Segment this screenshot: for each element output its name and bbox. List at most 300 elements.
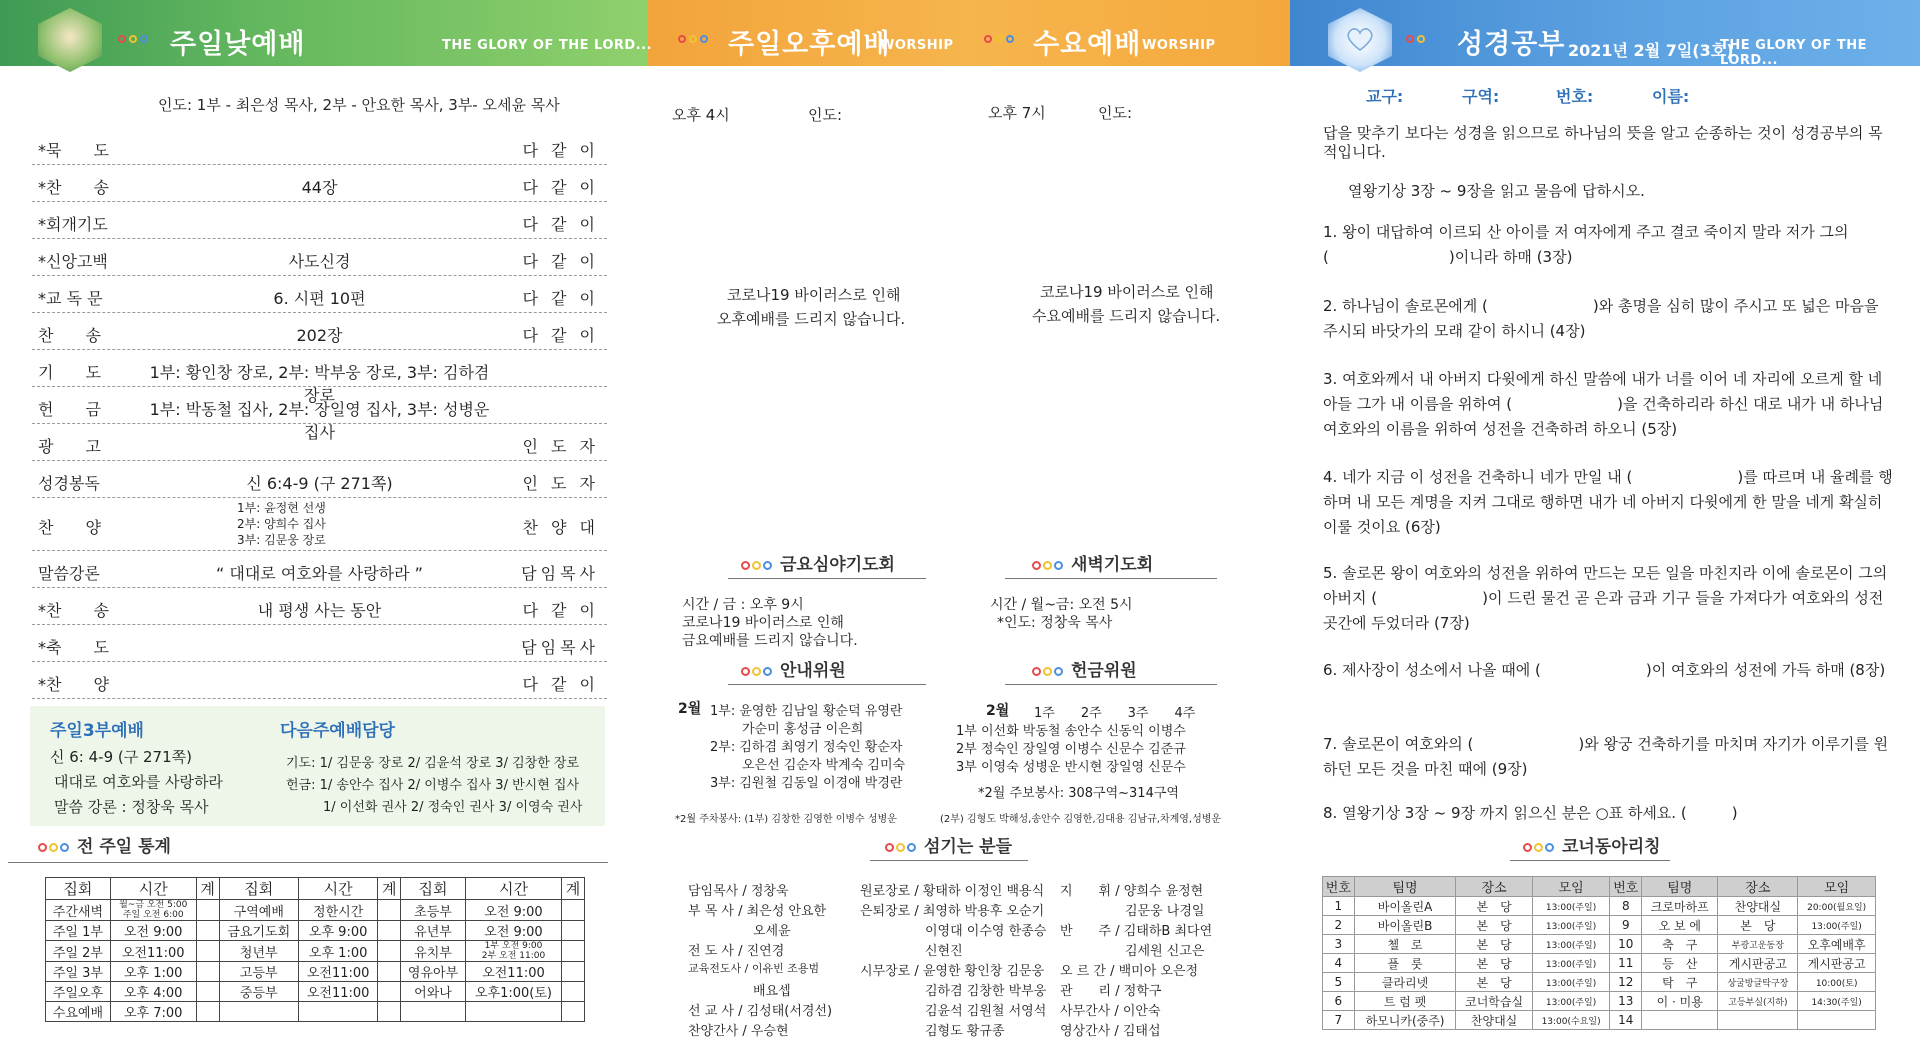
subtitle-worship: WORSHIP: [1142, 38, 1216, 53]
club-row: [1323, 954, 1876, 973]
order-item: 광 고: [38, 437, 101, 456]
title-sunday-afternoon: 주일오후예배: [728, 29, 891, 60]
stats-cell: [378, 921, 401, 941]
club-cell: 부광고운동장: [1718, 935, 1798, 954]
club-header-cell: 번호: [1323, 877, 1355, 897]
stats-cell: 구역예배: [219, 900, 299, 921]
stats-cell: 어와나: [401, 982, 466, 1002]
order-by: 다 같 이: [522, 178, 599, 197]
stats-cell: 초등부: [401, 900, 466, 921]
order-item: *축 도: [38, 638, 109, 657]
order-item: *회개기도: [38, 215, 108, 234]
subtitle-worship: WORSHIP: [880, 38, 954, 53]
order-item: 성경봉독: [38, 474, 100, 493]
stats-cell: [299, 1002, 378, 1022]
club-header-cell: 모임: [1798, 877, 1876, 897]
ushers-line: 가순미 홍성금 이은희: [742, 722, 864, 737]
bible-study-date: 2021년 2월 7일(3호): [1568, 41, 1734, 60]
club-cell: 13:00(주일): [1532, 916, 1610, 935]
servant-line: 전 도 사 / 진연경: [688, 944, 785, 959]
stats-cell: 청년부: [219, 941, 299, 962]
stats-cell: [378, 941, 401, 962]
order-item: *찬 송: [38, 601, 109, 620]
club-header-cell: 팀명: [1642, 877, 1718, 897]
stats-cell: 오후 1:00: [110, 962, 196, 982]
stats-cell: 주간새벽: [46, 900, 111, 921]
stats-cell: [378, 1002, 401, 1022]
club-cell: 20:00(월요일): [1798, 897, 1876, 916]
order-content: 6. 시편 10편: [273, 289, 366, 308]
order-by: 인 도 자: [522, 437, 599, 456]
servant-line: 김문웅 나경일: [1060, 904, 1205, 919]
title-sunday-morning: 주일낮예배: [170, 29, 306, 60]
order-item: 찬 송: [38, 326, 101, 345]
stats-header-cell: 집회: [219, 878, 299, 900]
stats-header-cell: 시간: [110, 878, 196, 900]
order-row: [32, 551, 607, 588]
stats-cell: 월~금 오전 5:00 주일 오전 6:00: [110, 900, 196, 921]
dawn-title: 새벽기도회: [1032, 550, 1153, 575]
next-week-line: 1/ 이선화 권사 2/ 정숙인 권사 3/ 이영숙 권사: [323, 800, 583, 815]
club-cell: 하모니카(중주): [1354, 1011, 1456, 1030]
club-cell: 13: [1610, 992, 1642, 1011]
order-by: 다 같 이: [522, 326, 599, 345]
stats-cell: 오전11:00: [299, 962, 378, 982]
stats-cell: 주일 2부: [46, 941, 111, 962]
order-row-praise: [32, 498, 607, 551]
stats-cell: [401, 1002, 466, 1022]
club-cell: 10:00(토): [1798, 973, 1876, 992]
wednesday-leader: 인도:: [1098, 104, 1133, 122]
order-of-service: [32, 128, 607, 699]
club-cell: 본 당: [1456, 973, 1532, 992]
bible-question: 7. 솔로몬이 여호와의 ( )와 왕궁 건축하기를 마치며 자기가 이루기를 원하던 모든 것을 마친 때에 (9장): [1323, 735, 1889, 778]
club-cell: 오 보 에: [1642, 916, 1718, 935]
divider: [870, 860, 1028, 861]
club-cell: 5: [1323, 973, 1355, 992]
stats-cell: 오후1:00(토): [465, 982, 561, 1002]
bible-question: 5. 솔로몬 왕이 여호와의 성전을 위하여 만드는 모든 일을 마친지라 이에 솔로몬이 그의 아버지 ( )이 드린 물건 곧 은과 금과 기구 들을 가져다가 여호와의 성전 곳간에 두었더라 (7장): [1323, 564, 1888, 632]
club-row: [1323, 897, 1876, 916]
order-row: [32, 424, 607, 461]
club-cell: 10: [1610, 935, 1642, 954]
divider: [1005, 578, 1217, 579]
order-by: 찬 양 대: [522, 518, 599, 537]
servant-line: 선 교 사 / 김성태(서경선): [688, 1004, 833, 1019]
third-service-line: 신 6: 4-9 (구 271쪽): [50, 748, 192, 766]
club-cell: [1642, 1011, 1718, 1030]
club-cell: 본 당: [1456, 916, 1532, 935]
servants-title: 섬기는 분들: [885, 832, 1012, 857]
order-row: [32, 625, 607, 662]
stats-header-cell: 계: [196, 878, 219, 900]
club-cell: 13:00(주일): [1798, 916, 1876, 935]
club-cell: 11: [1610, 954, 1642, 973]
stats-cell: 영유아부: [401, 962, 466, 982]
stats-cell: 고등부: [219, 962, 299, 982]
order-content: 1부: 박동철 집사, 2부: 장일영 집사, 3부: 성병운 집사: [149, 400, 490, 442]
club-cell: 오후예배후: [1798, 935, 1876, 954]
friday-line: 금요예배를 드리지 않습니다.: [682, 633, 858, 649]
stats-cell: [196, 900, 219, 921]
servant-line: 김하겸 김창한 박부웅: [860, 984, 1047, 999]
stats-cell: 오전 9:00: [110, 921, 196, 941]
order-by: 다 같 이: [522, 141, 599, 160]
club-cell: 3: [1323, 935, 1355, 954]
dots-icon: [984, 35, 1014, 43]
offering-cleaning: *2월 주보봉사: 308구역~314구역: [978, 786, 1179, 801]
dawn-line: 시간 / 월~금: 오전 5시: [990, 597, 1133, 613]
servant-line: 지 휘 / 양희수 윤정현: [1060, 884, 1204, 899]
order-row: [32, 387, 607, 442]
divider: [1005, 684, 1217, 685]
servant-line: 시무장로 / 윤영한 황인창 김문웅: [860, 964, 1045, 979]
club-cell: 13:00(수요일): [1532, 1011, 1610, 1030]
dots-icon: [678, 35, 708, 43]
stats-title: 전 주일 통계: [38, 832, 171, 857]
order-item: 헌 금: [38, 400, 101, 419]
stats-cell: [378, 982, 401, 1002]
club-cell: 바이올린B: [1354, 916, 1456, 935]
club-cell: 1: [1323, 897, 1355, 916]
order-by: 인 도 자: [522, 474, 599, 493]
stats-cell: [219, 1002, 299, 1022]
stats-cell: 오전11:00: [110, 941, 196, 962]
servant-line: 김윤석 김원철 서영석: [860, 1004, 1047, 1019]
club-cell: 8: [1610, 897, 1642, 916]
bible-question: 8. 열왕기상 3장 ~ 9장 까지 읽으신 분은 ○표 하세요. ( ): [1323, 804, 1738, 822]
subtitle-glory: THE GLORY OF THE LORD...: [1720, 38, 1868, 68]
club-cell: 고등부실(지하): [1718, 992, 1798, 1011]
ushers-title: 안내위원: [741, 656, 846, 681]
title-bible-study: 성경공부: [1457, 29, 1566, 60]
student-field-label: 교구:: [1366, 87, 1404, 106]
servant-line: 반 주 / 김태하B 최다연: [1060, 924, 1213, 939]
stats-cell: [196, 962, 219, 982]
stats-cell: 주일오후: [46, 982, 111, 1002]
order-item: *묵 도: [38, 141, 109, 160]
stats-row: [46, 1002, 585, 1022]
stats-cell: 정한시간: [299, 900, 378, 921]
order-row: [32, 313, 607, 350]
order-content: 202장: [296, 326, 343, 345]
stats-cell: [562, 941, 585, 962]
friday-title: 금요심야기도회: [741, 550, 895, 575]
praise-line: 3부: 김문웅 장로: [237, 533, 326, 547]
club-cell: 9: [1610, 916, 1642, 935]
dots-icon: [118, 35, 148, 43]
club-cell: 12: [1610, 973, 1642, 992]
stats-header-cell: 계: [562, 878, 585, 900]
stats-header-cell: 시간: [299, 878, 378, 900]
offering-line: 2부 정숙인 장일영 이병수 신문수 김준규: [956, 742, 1186, 757]
club-cell: 첼 로: [1354, 935, 1456, 954]
offering-line: 1부 이선화 박동철 송안수 신동익 이병수: [956, 724, 1186, 739]
stats-cell: [196, 941, 219, 962]
stats-row: [46, 962, 585, 982]
order-item: *신앙고백: [38, 252, 108, 271]
club-row: [1323, 973, 1876, 992]
order-row: [32, 202, 607, 239]
club-cell: 클라리넷: [1354, 973, 1456, 992]
club-cell: 본 당: [1456, 935, 1532, 954]
next-week-line: 헌금: 1/ 송안수 집사 2/ 이병수 집사 3/ 반시현 집사: [286, 778, 580, 793]
bible-question: 4. 네가 지금 이 성전을 건축하니 네가 만일 내 ( )를 따르며 내 율례를 행하며 내 모든 계명을 지켜 그대로 행하면 내가 네 아버지 다윗에게 한 말을 네게 확실히 이룰 것이요 (6장): [1323, 468, 1893, 536]
club-cell: 바이올린A: [1354, 897, 1456, 916]
stats-cell: [196, 921, 219, 941]
stats-header-cell: 시간: [465, 878, 561, 900]
next-week-title: 다음주예배담당: [280, 721, 395, 741]
stats-cell: [465, 1002, 561, 1022]
offering-weeks: 1주 2주 3주 4주: [1034, 706, 1196, 721]
wednesday-notice: 코로나19 바이러스로 인해: [1040, 283, 1214, 301]
stats-cell: 유치부: [401, 941, 466, 962]
servant-line: 이영대 이수영 한종승: [860, 924, 1047, 939]
club-cell: 탁 구: [1642, 973, 1718, 992]
dawn-line: *인도: 정창욱 목사: [997, 615, 1113, 631]
stats-cell: [562, 982, 585, 1002]
third-service-line: 말씀 강론 : 정창욱 목사: [54, 798, 209, 816]
club-cell: 본 당: [1456, 897, 1532, 916]
stats-cell: 오전11:00: [299, 982, 378, 1002]
afternoon-time: 오후 4시: [672, 106, 730, 124]
servant-line: 교육전도사 / 이유빈 조용범: [688, 962, 820, 975]
stats-cell: 오전11:00: [465, 962, 561, 982]
servant-line: 찬양간사 / 우승현: [688, 1024, 789, 1039]
club-cell: 13:00(주일): [1532, 973, 1610, 992]
club-cell: 13:00(주일): [1532, 954, 1610, 973]
stats-cell: 유년부: [401, 921, 466, 941]
stats-cell: 수요예배: [46, 1002, 111, 1022]
servant-line: 오 르 간 / 백미아 오은정: [1060, 964, 1199, 979]
order-item: 기 도: [38, 363, 101, 382]
parking-service-right: (2부) 김형도 박해성,송안수 김영한,김대용 김남규,차계영,성병운: [940, 814, 1222, 825]
stats-cell: 오전 9:00: [465, 921, 561, 941]
title-wednesday: 수요예배: [1033, 29, 1142, 60]
club-cell: 6: [1323, 992, 1355, 1011]
club-header-cell: 장소: [1456, 877, 1532, 897]
club-cell: 찬양대실: [1456, 1011, 1532, 1030]
ushers-line: 오은선 김순자 박계숙 김미숙: [742, 758, 906, 773]
servant-line: 김세원 신고은: [1060, 944, 1205, 959]
offering-line: 3부 이영숙 성병운 반시현 장일영 신문수: [956, 760, 1186, 775]
club-cell: 13:00(주일): [1532, 935, 1610, 954]
club-row: [1323, 916, 1876, 935]
servant-line: 오세윤: [688, 924, 791, 939]
order-content: 사도신경: [288, 252, 351, 271]
order-content: 내 평생 사는 동안: [257, 601, 382, 620]
order-by: 다 같 이: [522, 215, 599, 234]
stats-cell: [378, 900, 401, 921]
club-cell: 플 룻: [1354, 954, 1456, 973]
club-cell: 13:00(주일): [1532, 897, 1610, 916]
dots-icon: [1406, 35, 1436, 43]
club-cell: 게시판공고: [1718, 954, 1798, 973]
servant-line: 영상간사 / 김태섭: [1060, 1024, 1161, 1039]
servant-line: 담임목사 / 정창욱: [688, 884, 789, 899]
stats-cell: 중등부: [219, 982, 299, 1002]
club-cell: 등 산: [1642, 954, 1718, 973]
bible-question: 2. 하나님이 솔로몬에게 ( )와 총명을 심히 많이 주시고 또 넓은 마음을 주시되 바닷가의 모래 같이 하시니 (4장): [1323, 297, 1879, 340]
order-by: 다 같 이: [522, 252, 599, 271]
stats-header-cell: 집회: [401, 878, 466, 900]
club-cell: 축 구: [1642, 935, 1718, 954]
order-by: 담임목사: [521, 638, 599, 657]
club-header-cell: 모임: [1532, 877, 1610, 897]
order-row: [32, 588, 607, 625]
order-row: [32, 276, 607, 313]
stats-row: [46, 900, 585, 921]
club-cell: 본 당: [1456, 954, 1532, 973]
stats-cell: 오후 1:00: [299, 941, 378, 962]
friday-line: 코로나19 바이러스로 인해: [682, 615, 844, 631]
club-cell: 게시판공고: [1798, 954, 1876, 973]
order-row: [32, 350, 607, 405]
bible-question: 6. 제사장이 성소에서 나올 때에 ( )이 여호와의 성전에 가득 하매 (8장): [1323, 661, 1886, 679]
order-row: [32, 461, 607, 498]
order-content: 신 6:4-9 (구 271쪽): [246, 474, 393, 493]
servant-line: 은퇴장로 / 최영하 박용후 오순기: [860, 904, 1045, 919]
student-field-label: 구역:: [1462, 87, 1500, 106]
club-header-cell: 번호: [1610, 877, 1642, 897]
order-content: 1부: 황인창 장로, 2부: 박부웅 장로, 3부: 김하겸 장로: [149, 363, 490, 405]
order-row: [32, 662, 607, 699]
student-field-label: 번호:: [1556, 87, 1594, 106]
divider: [728, 684, 926, 685]
club-header-row: [1323, 877, 1876, 897]
heart-icon: [1346, 26, 1374, 52]
bible-question: 3. 여호와께서 내 아버지 다윗에게 하신 말씀에 내가 너를 이어 네 자리에 오르게 할 네 아들 그가 내 이름을 위하여 ( )을 건축하리라 하신 대로 내가 내 하나님 여호와의 이름을 위하여 성전을 건축하려 하오니 (5장): [1323, 370, 1884, 438]
order-item: 말씀강론: [38, 564, 100, 583]
club-cell: 4: [1323, 954, 1355, 973]
stats-cell: [562, 962, 585, 982]
club-cell: 크로마하프: [1642, 897, 1718, 916]
afternoon-leader: 인도:: [808, 106, 843, 124]
morning-leaders: 인도: 1부 - 최은성 목사, 2부 - 안요한 목사, 3부- 오세윤 목사: [158, 96, 560, 114]
stats-cell: [378, 962, 401, 982]
praise-line: 2부: 양희수 집사: [237, 517, 326, 531]
afternoon-notice: 코로나19 바이러스로 인해: [727, 286, 901, 304]
divider: [1510, 860, 1670, 861]
wednesday-time: 오후 7시: [988, 104, 1046, 122]
club-row: [1323, 1011, 1876, 1030]
ushers-month: 2월: [678, 701, 702, 717]
club-cell: [1718, 1011, 1798, 1030]
servant-line: 부 목 사 / 최은성 안요한: [688, 904, 827, 919]
order-item: *교 독 문: [38, 289, 103, 308]
praise-line: 1부: 윤정현 선생: [237, 501, 326, 515]
friday-line: 시간 / 금 : 오후 9시: [682, 597, 804, 613]
stats-cell: [196, 1002, 219, 1022]
club-cell: 7: [1323, 1011, 1355, 1030]
subtitle-glory: THE GLORY OF THE LORD...: [442, 38, 653, 53]
order-item: *찬 송: [38, 178, 109, 197]
stats-cell: [196, 982, 219, 1002]
club-cell: 상굴방글탁구장: [1718, 973, 1798, 992]
club-cell: 찬양대실: [1718, 897, 1798, 916]
order-by: 다 같 이: [522, 289, 599, 308]
servant-line: 배요셉: [688, 984, 791, 999]
stats-cell: 금요기도회: [219, 921, 299, 941]
order-content: 44장: [301, 178, 338, 197]
club-row: [1323, 992, 1876, 1011]
order-content: “ 대대로 여호와를 사랑하라 ”: [216, 564, 423, 583]
servant-line: 사무간사 / 이안숙: [1060, 1004, 1161, 1019]
order-item: *찬 양: [38, 675, 109, 694]
bible-intro: 답을 맞추기 보다는 성경을 읽으므로 하나님의 뜻을 알고 순종하는 것이 성경공부의 목적입니다.: [1323, 124, 1883, 161]
servant-line: 원로장로 / 황태하 이정인 백용식: [860, 884, 1045, 899]
club-row: [1323, 935, 1876, 954]
stats-cell: 오전 9:00: [465, 900, 561, 921]
divider: [8, 862, 608, 863]
order-row: [32, 165, 607, 202]
weekly-stats-table: [45, 877, 585, 1022]
stats-cell: 오후 9:00: [299, 921, 378, 941]
stats-header-row: [46, 878, 585, 900]
club-cell: 13:00(주일): [1532, 992, 1610, 1011]
bible-question: 1. 왕이 대답하여 이르되 산 아이를 저 여자에게 주고 결코 죽이지 말라 저가 그의 ( )이니라 하매 (3장): [1323, 223, 1849, 266]
club-cell: 트 럼 펫: [1354, 992, 1456, 1011]
stats-cell: 오후 4:00: [110, 982, 196, 1002]
order-by: 다 같 이: [522, 675, 599, 694]
order-row: [32, 128, 607, 165]
parking-service-left: *2월 주차봉사: (1부) 김창한 김영한 이병수 성병운: [675, 814, 897, 825]
ushers-line: 3부: 김원철 김동일 이경애 박경란: [710, 776, 903, 791]
stats-cell: 오후 7:00: [110, 1002, 196, 1022]
third-service-title: 주일3부예배: [50, 721, 144, 741]
club-header-cell: 장소: [1718, 877, 1798, 897]
stats-cell: 주일 3부: [46, 962, 111, 982]
order-row: [32, 239, 607, 276]
servant-line: 신현진: [860, 944, 963, 959]
stats-header-cell: 집회: [46, 878, 111, 900]
third-service-line: 대대로 여호와를 사랑하라: [54, 773, 223, 791]
stats-cell: 1부 오전 9:00 2부 오전 11:00: [465, 941, 561, 962]
offering-month: 2월: [986, 703, 1010, 719]
club-cell: 2: [1323, 916, 1355, 935]
divider: [728, 578, 926, 579]
offering-title: 헌금위원: [1032, 656, 1137, 681]
afternoon-notice: 오후예배를 드리지 않습니다.: [717, 310, 906, 328]
club-cell: 이 · 미용: [1642, 992, 1718, 1011]
club-cell: [1798, 1011, 1876, 1030]
next-week-line: 기도: 1/ 김문웅 장로 2/ 김윤석 장로 3/ 김창한 장로: [286, 756, 580, 771]
order-by: 다 같 이: [522, 601, 599, 620]
praise-team-list: [237, 500, 326, 548]
stats-cell: [562, 900, 585, 921]
club-title: 코너동아리칭: [1523, 832, 1661, 857]
stats-row: [46, 921, 585, 941]
club-cell: 14: [1610, 1011, 1642, 1030]
stats-header-cell: 계: [378, 878, 401, 900]
student-field-label: 이름:: [1652, 87, 1690, 106]
servant-line: 관 리 / 정학구: [1060, 984, 1162, 999]
bible-instruction: 열왕기상 3장 ~ 9장을 읽고 물음에 답하시오.: [1348, 182, 1645, 200]
stats-row: [46, 941, 585, 962]
club-header-cell: 팀명: [1354, 877, 1456, 897]
ushers-line: 1부: 윤영한 김남일 황순덕 유영란: [710, 704, 903, 719]
wednesday-notice: 수요예배를 드리지 않습니다.: [1032, 307, 1221, 325]
club-table: [1322, 876, 1876, 1030]
club-cell: 본 당: [1718, 916, 1798, 935]
club-cell: 코너학습실: [1456, 992, 1532, 1011]
club-cell: 14:30(주일): [1798, 992, 1876, 1011]
stats-cell: [562, 1002, 585, 1022]
order-item: 찬 양: [38, 518, 101, 537]
stats-cell: 주일 1부: [46, 921, 111, 941]
ushers-line: 2부: 김하겸 최영기 정숙인 황순자: [710, 740, 903, 755]
order-by: 담임목사: [521, 564, 599, 583]
